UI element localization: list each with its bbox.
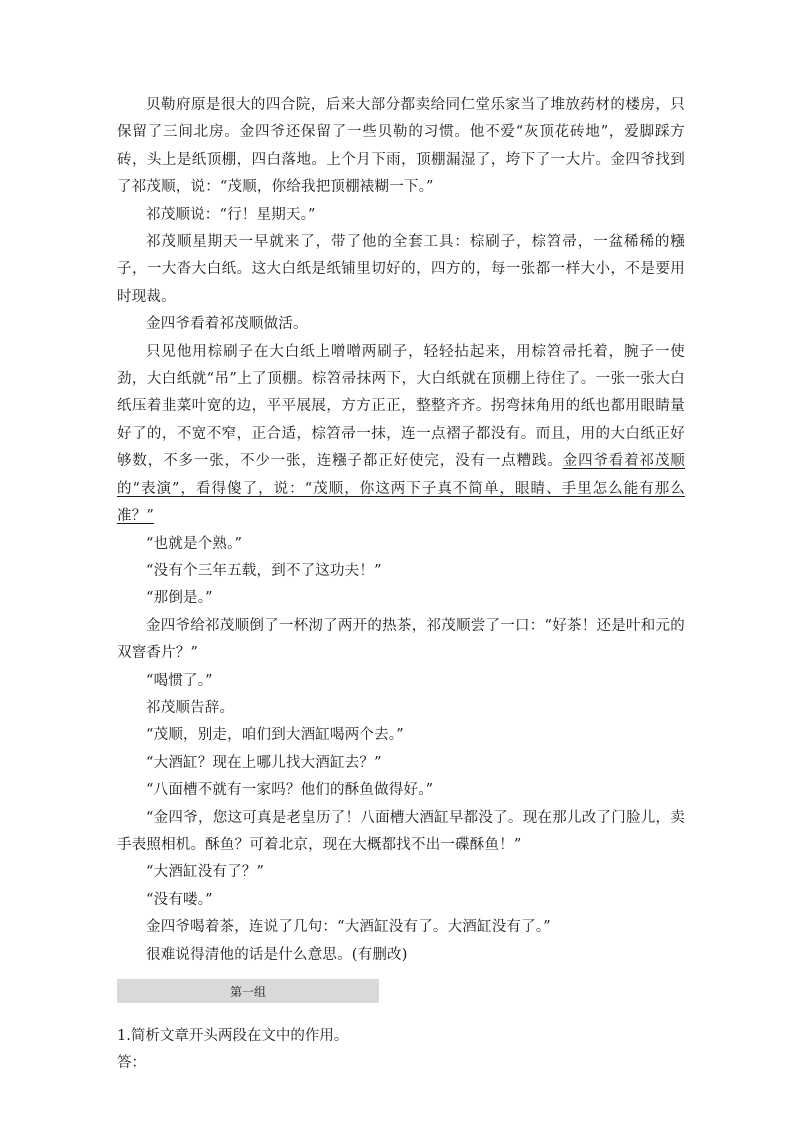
paragraph-14: “八面槽不就有一家吗？他们的酥鱼做得好。” bbox=[146, 782, 434, 799]
paragraph-19: 很难说得清他的话是什么意思。(有删改) bbox=[146, 946, 408, 963]
paragraph-9: 金四爷给祁茂顺倒了一杯沏了两开的热茶，祁茂顺尝了一口：“好茶！还是叶和元的双窨香片？” bbox=[117, 617, 685, 662]
paragraph-5-text: 只见他用棕刷子在大白纸上噌噌两刷子，轻轻拈起来，用棕笤帚托着，腕子一使劲，大白纸就“吊”上了顶棚。棕笤帚抹两下，大白纸就在顶棚上待住了。一张一张大白纸压着韭菜叶宽的边，平平展展，方方正正，整整齐齐。拐弯抹角用的纸也都用眼睛量好了的，不宽不窄，正合适，棕笤帚一抹，连一点褶子都没有。而且，用的大白纸正好够数，不多一张，不少一张，连糨子都正好使完，没有一点糟践。 bbox=[117, 343, 685, 470]
paragraph-13: “大酒缸？现在上哪儿找大酒缸去？” bbox=[146, 754, 382, 771]
section-title: 第一组 bbox=[229, 984, 266, 999]
document-page bbox=[117, 92, 685, 1078]
paragraph-15: “金四爷，您这可真是老皇历了！八面槽大酒缸早都没了。现在那儿改了门脸儿，卖手表照相机。酥鱼？可着北京，现在大概都找不出一碟酥鱼！” bbox=[117, 809, 685, 853]
paragraph-16: “大酒缸没有了？” bbox=[146, 864, 265, 881]
underlined-passage: 金四爷看着祁茂顺的“表演”，看得傻了，说：“茂顺，你这两下子真不简单，眼睛、手里怎么能有那么准？” bbox=[117, 453, 685, 525]
answer-label-1: 答： bbox=[117, 1055, 146, 1072]
paragraph-4: 金四爷看着祁茂顺做活。 bbox=[146, 316, 308, 333]
paragraph-6: “也就是个熟。” bbox=[146, 535, 243, 552]
question-1: 1.简析文章开头两段在文中的作用。 bbox=[117, 1028, 349, 1044]
paragraph-3: 祁茂顺星期天一早就来了，带了他的全套工具：棕刷子，棕笤帚，一盆稀稀的糨子，一大沓大白纸。这大白纸是纸铺里切好的，四方的，每一张都一样大小，不是要用时现裁。 bbox=[117, 234, 685, 305]
paragraph-11: 祁茂顺告辞。 bbox=[146, 699, 235, 716]
paragraph-5 bbox=[117, 339, 685, 531]
paragraph-1: 贝勒府原是很大的四合院，后来大部分都卖给同仁堂乐家当了堆放药材的楼房，只保留了三间北房。金四爷还保留了一些贝勒的习惯。他不爱“灰顶花砖地”，爱脚踩方砖，头上是纸顶棚，四白落地。上个月下雨，顶棚漏湿了，垮下了一大片。金四爷找到了祁茂顺，说：“茂顺，你给我把顶棚裱糊一下。” bbox=[117, 97, 685, 196]
section-header bbox=[117, 979, 379, 1003]
paragraph-2: 祁茂顺说：“行！星期天。” bbox=[146, 206, 316, 223]
paragraph-17: “没有喽。” bbox=[146, 891, 213, 908]
paragraph-12: “茂顺，别走，咱们到大酒缸喝两个去。” bbox=[146, 727, 404, 744]
paragraph-18: 金四爷喝着茶，连说了几句：“大酒缸没有了。大酒缸没有了。” bbox=[146, 919, 551, 936]
paragraph-10: “喝惯了。” bbox=[146, 672, 213, 689]
paragraph-8: “那倒是。” bbox=[146, 590, 213, 607]
paragraph-7: “没有个三年五载，到不了这功夫！” bbox=[146, 562, 382, 579]
